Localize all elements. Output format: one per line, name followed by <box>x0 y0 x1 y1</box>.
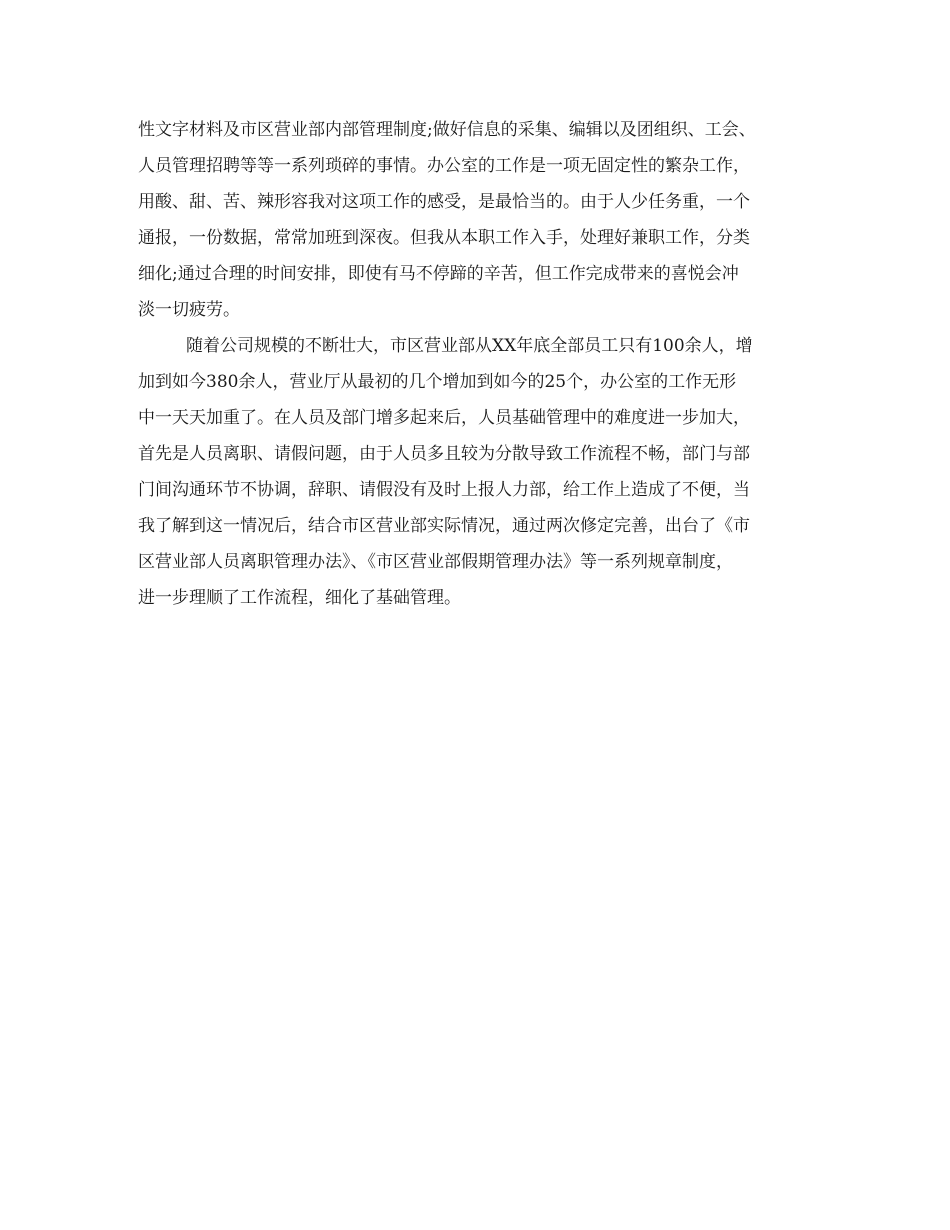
text-line: 用酸、甜、苦、辣形容我对这项工作的感受，是最恰当的。由于人少任务重，一个 <box>138 192 750 212</box>
text-line: 加到如今380余人，营业厅从最初的几个增加到如今的25个，办公室的工作无形 <box>138 372 737 392</box>
text-line: 细化;通过合理的时间安排，即使有马不停蹄的辛苦，但工作完成带来的喜悦会冲 <box>138 264 739 284</box>
document-body <box>138 112 818 616</box>
text-line: 进一步理顺了工作流程，细化了基础管理。 <box>138 588 461 608</box>
text-line: 门间沟通环节不协调，辞职、请假没有及时上报人力部，给工作上造成了不便，当 <box>138 480 750 500</box>
text-line: 我了解到这一情况后，结合市区营业部实际情况，通过两次修定完善，出台了《市 <box>138 516 750 536</box>
text-line-first: 随着公司规模的不断壮大，市区营业部从XX年底全部员工只有100余人，增 <box>186 336 753 356</box>
text-line: 首先是人员离职、请假问题，由于人员多且较为分散导致工作流程不畅，部门与部 <box>138 444 750 464</box>
text-line: 通报，一份数据，常常加班到深夜。但我从本职工作入手，处理好兼职工作，分类 <box>138 228 750 248</box>
text-line: 性文字材料及市区营业部内部管理制度;做好信息的采集、编辑以及团组织、工会、 <box>138 120 756 140</box>
text-line: 淡一切疲劳。 <box>138 300 240 320</box>
paragraph-2 <box>138 328 818 616</box>
text-line: 人员管理招聘等等一系列琐碎的事情。办公室的工作是一项无固定性的繁杂工作， <box>138 156 750 176</box>
text-line: 中一天天加重了。在人员及部门增多起来后，人员基础管理中的难度进一步加大， <box>138 408 750 428</box>
text-line: 区营业部人员离职管理办法》、《市区营业部假期管理办法》等一系列规章制度， <box>138 552 733 572</box>
paragraph-1 <box>138 112 818 328</box>
